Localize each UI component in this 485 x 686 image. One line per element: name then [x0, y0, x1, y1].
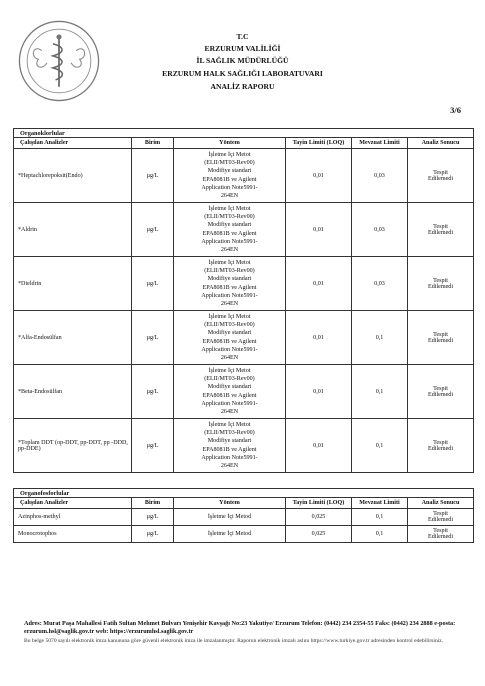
- method-cell: [174, 203, 286, 257]
- method-line: İşletme İçi Metot: [208, 151, 251, 158]
- col-unit: Birim: [132, 138, 174, 149]
- result-line: Edilemedi: [428, 445, 454, 452]
- organochlorine-table: [13, 128, 474, 473]
- header-tc: T.C: [236, 32, 249, 41]
- header-governorship: ERZURUM VALİLİĞİ: [204, 44, 281, 53]
- method-line: Modifiye standart: [207, 438, 252, 445]
- col-method: Yöntem: [174, 498, 286, 509]
- method-line: 264EN: [220, 354, 239, 361]
- loq-cell: 0,025: [286, 526, 352, 543]
- footer: [24, 620, 474, 645]
- result-cell: [408, 203, 474, 257]
- table-row: [14, 257, 474, 311]
- analyte-cell: Azinphos-methyl: [14, 509, 132, 526]
- unit-cell: µg/L: [132, 365, 174, 419]
- result-line: Edilemedi: [428, 175, 454, 182]
- analyte-cell: *Aldrin: [14, 203, 132, 257]
- method-line: Modifiye standart: [207, 222, 252, 229]
- method-line: Modifiye standart: [207, 384, 252, 391]
- unit-cell: µg/L: [132, 311, 174, 365]
- method-line: İşletme İçi Metot: [208, 313, 251, 320]
- method-line: (ELII/MT03-Rev00): [204, 376, 255, 383]
- method-line: EPA8081B ve Agilent: [202, 230, 257, 237]
- method-line: Application Note5991-: [201, 400, 258, 407]
- col-loq: Tayin Limiti (LOQ): [286, 138, 352, 149]
- limit-cell: 0,1: [352, 419, 408, 473]
- unit-cell: µg/L: [132, 149, 174, 203]
- table-row: [14, 311, 474, 365]
- footer-address: Adres: Murat Paşa Mahallesi Fatih Sultan Mehmet Bulvarı Yenişehir Kavşağı No:23 Yakutiye/ Erzurum Telefon: (0442) 234 2354-55 Faks: (0442) 234 2888 e-posta: erzurum.hsl@saglik.gov.tr web: https://erzurumhsl.saglik.gov.tr: [24, 620, 456, 636]
- table-row: [14, 203, 474, 257]
- result-line: Edilemedi: [428, 229, 454, 236]
- organophosphate-table: [13, 488, 474, 543]
- method-line: Application Note5991-: [201, 184, 258, 191]
- method-line: 264EN: [220, 192, 239, 199]
- method-cell: [174, 365, 286, 419]
- limit-cell: 0,03: [352, 149, 408, 203]
- method-line: (ELII/MT03-Rev00): [204, 322, 255, 329]
- loq-cell: 0,01: [286, 311, 352, 365]
- method-cell: [174, 149, 286, 203]
- result-cell: [408, 311, 474, 365]
- analyte-cell: *Beta-Endosülfan: [14, 365, 132, 419]
- method-line: EPA8081B ve Agilent: [202, 392, 257, 399]
- result-line: Tespit: [433, 439, 448, 446]
- result-line: Tespit: [433, 277, 448, 284]
- method-cell: [174, 257, 286, 311]
- method-line: 264EN: [220, 408, 239, 415]
- method-cell: [174, 311, 286, 365]
- col-limit: Mevzuat Limiti: [352, 138, 408, 149]
- method-line: Application Note5991-: [201, 454, 258, 461]
- method-line: EPA8081B ve Agilent: [202, 284, 257, 291]
- method-line: (ELII/MT03-Rev00): [204, 214, 255, 221]
- method-line: (ELII/MT03-Rev00): [204, 430, 255, 437]
- table-row: [14, 149, 474, 203]
- result-line: Tespit: [433, 331, 448, 338]
- col-method: Yöntem: [174, 138, 286, 149]
- result-line: Tespit: [433, 169, 448, 176]
- limit-cell: 0,03: [352, 257, 408, 311]
- limit-cell: 0,03: [352, 203, 408, 257]
- table-row: [14, 365, 474, 419]
- analyte-cell: *Toplam DDT (op-DDT, pp-DDT, pp -DDD, pp-DDE): [14, 419, 132, 473]
- col-result: Analiz Sonucu: [408, 498, 474, 509]
- limit-cell: 0,1: [352, 526, 408, 543]
- table-row: [14, 419, 474, 473]
- section-title: Organofosforlular: [14, 489, 474, 498]
- footer-signature-note: Bu belge 5070 sayılı elektronik imza kanununa göre güvenli elektronik imza ile imzalanmıştır. Raporun elektronik imzalı aslını https://www.turkiye.gov.tr adresinden kontrol edebilirsiniz.: [24, 637, 444, 644]
- unit-cell: µg/L: [132, 509, 174, 526]
- loq-cell: 0,025: [286, 509, 352, 526]
- page-number: 3/6: [450, 105, 461, 115]
- method-line: Modifiye standart: [207, 276, 252, 283]
- col-analyte: Çalışılan Analizler: [14, 498, 132, 509]
- loq-cell: 0,01: [286, 419, 352, 473]
- method-line: 264EN: [220, 462, 239, 469]
- analyte-cell: *Alfa-Endosülfan: [14, 311, 132, 365]
- result-line: Tespit: [433, 223, 448, 230]
- analyte-cell: *Heptachlorepoksit(Endo): [14, 149, 132, 203]
- loq-cell: 0,01: [286, 257, 352, 311]
- analyte-cell: *Dieldrin: [14, 257, 132, 311]
- method-line: Modifiye standart: [207, 330, 252, 337]
- result-cell: [408, 526, 474, 543]
- method-line: (ELII/MT03-Rev00): [204, 268, 255, 275]
- result-cell: [408, 257, 474, 311]
- table-row: [14, 526, 474, 543]
- limit-cell: 0,1: [352, 509, 408, 526]
- col-unit: Birim: [132, 498, 174, 509]
- section-title: Organoklorlular: [14, 129, 474, 138]
- method-line: EPA8081B ve Agilent: [202, 176, 257, 183]
- result-line: Tespit: [433, 511, 448, 517]
- table-row: [14, 509, 474, 526]
- method-line: İşletme İçi Metot: [208, 259, 251, 266]
- header-directorate: İL SAĞLIK MÜDÜRLÜĞÜ: [196, 56, 289, 65]
- result-line: Edilemedi: [428, 283, 454, 290]
- limit-cell: 0,1: [352, 311, 408, 365]
- loq-cell: 0,01: [286, 203, 352, 257]
- analyte-cell: Monocrotophos: [14, 526, 132, 543]
- report-title: ANALİZ RAPORU: [210, 82, 275, 91]
- result-line: Edilemedi: [428, 337, 454, 344]
- method-line: İşletme İçi Metot: [208, 421, 251, 428]
- col-analyte: Çalışılan Analizler: [14, 138, 132, 149]
- method-cell: [174, 419, 286, 473]
- method-line: EPA8081B ve Agilent: [202, 446, 257, 453]
- method-line: İşletme İçi Metot: [208, 205, 251, 212]
- unit-cell: µg/L: [132, 419, 174, 473]
- loq-cell: 0,01: [286, 149, 352, 203]
- unit-cell: µg/L: [132, 203, 174, 257]
- result-line: Edilemedi: [427, 517, 454, 523]
- method-line: EPA8081B ve Agilent: [202, 338, 257, 345]
- method-line: (ELII/MT03-Rev00): [204, 160, 255, 167]
- method-line: Application Note5991-: [201, 292, 258, 299]
- col-limit: Mevzuat Limiti: [352, 498, 408, 509]
- method-line: İşletme İçi Metod: [207, 513, 252, 520]
- method-line: İşletme İçi Metod: [207, 530, 252, 537]
- limit-cell: 0,1: [352, 365, 408, 419]
- result-line: Tespit: [433, 385, 448, 392]
- loq-cell: 0,01: [286, 365, 352, 419]
- method-line: Application Note5991-: [201, 238, 258, 245]
- unit-cell: µg/L: [132, 257, 174, 311]
- result-cell: [408, 365, 474, 419]
- method-line: 264EN: [220, 246, 239, 253]
- result-line: Tespit: [433, 528, 448, 534]
- col-loq: Tayin Limiti (LOQ): [286, 498, 352, 509]
- result-cell: [408, 419, 474, 473]
- method-line: İşletme İçi Metot: [208, 367, 251, 374]
- result-cell: [408, 509, 474, 526]
- result-cell: [408, 149, 474, 203]
- unit-cell: µg/L: [132, 526, 174, 543]
- method-line: Application Note5991-: [201, 346, 258, 353]
- method-line: Modifiye standart: [207, 168, 252, 175]
- col-result: Analiz Sonucu: [408, 138, 474, 149]
- result-line: Edilemedi: [428, 391, 454, 398]
- method-line: 264EN: [220, 300, 239, 307]
- method-cell: [174, 526, 286, 543]
- header-laboratory: ERZURUM HALK SAĞLIĞI LABORATUVARI: [162, 69, 323, 78]
- result-line: Edilemedi: [427, 534, 454, 540]
- method-cell: [174, 509, 286, 526]
